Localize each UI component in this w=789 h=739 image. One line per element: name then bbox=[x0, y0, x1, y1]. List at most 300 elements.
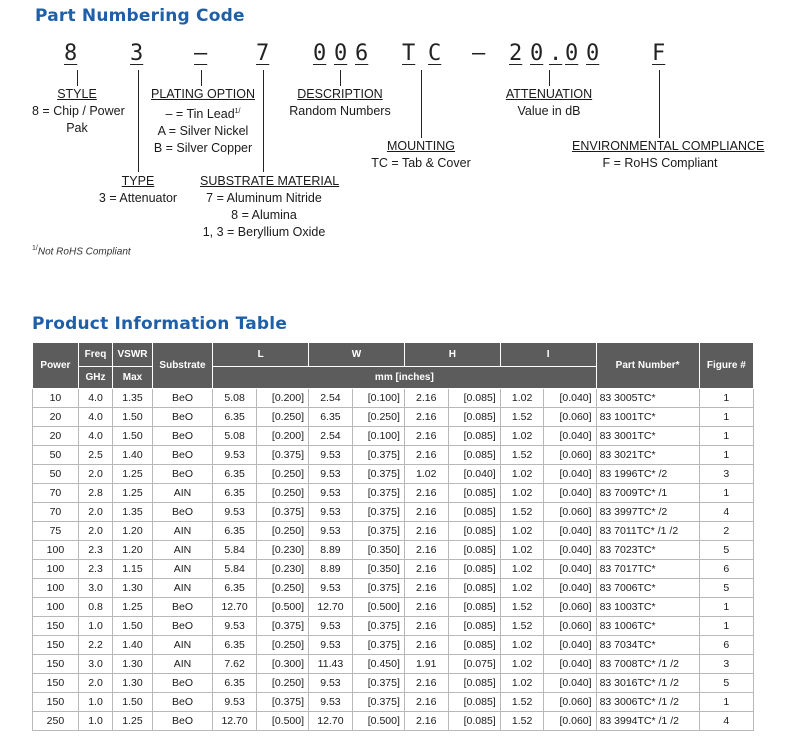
cell-substrate: AIN bbox=[152, 484, 212, 503]
cell-l-inch: [0.375] bbox=[256, 503, 308, 522]
cell-substrate: BeO bbox=[152, 598, 212, 617]
header-figure: Figure # bbox=[699, 343, 753, 389]
cell-l-inch: [0.250] bbox=[256, 522, 308, 541]
cell-i-inch: [0.040] bbox=[544, 389, 596, 408]
cell-l-mm: 6.35 bbox=[213, 579, 257, 598]
connector-attenuation bbox=[549, 70, 550, 86]
cell-figure: 1 bbox=[699, 446, 753, 465]
cell-freq: 4.0 bbox=[78, 427, 112, 446]
cell-w-mm: 9.53 bbox=[309, 693, 353, 712]
cell-w-mm: 9.53 bbox=[309, 446, 353, 465]
cell-i-inch: [0.040] bbox=[544, 541, 596, 560]
table-row bbox=[33, 712, 754, 731]
code-char-separator: – bbox=[472, 41, 486, 66]
cell-i-mm: 1.02 bbox=[500, 389, 544, 408]
cell-figure: 2 bbox=[699, 522, 753, 541]
part-numbering-title: Part Numbering Code bbox=[35, 6, 245, 26]
cell-l-inch: [0.250] bbox=[256, 408, 308, 427]
header-substrate: Substrate bbox=[152, 343, 212, 389]
cell-l-inch: [0.250] bbox=[256, 465, 308, 484]
cell-part-number: 83 7011TC* /1 /2 bbox=[596, 522, 699, 541]
header-units: mm [inches] bbox=[213, 367, 596, 389]
cell-w-mm: 2.54 bbox=[309, 389, 353, 408]
cell-substrate: BeO bbox=[152, 446, 212, 465]
cell-figure: 1 bbox=[699, 693, 753, 712]
cell-power: 150 bbox=[33, 655, 79, 674]
label-style-line-2: Pak bbox=[66, 121, 88, 135]
cell-substrate: AIN bbox=[152, 655, 212, 674]
label-type bbox=[92, 173, 184, 207]
table-row bbox=[33, 674, 754, 693]
cell-part-number: 83 3997TC* /2 bbox=[596, 503, 699, 522]
cell-w-inch: [0.375] bbox=[352, 693, 404, 712]
cell-figure: 1 bbox=[699, 598, 753, 617]
cell-i-inch: [0.040] bbox=[544, 484, 596, 503]
cell-h-inch: [0.085] bbox=[448, 484, 500, 503]
cell-i-mm: 1.02 bbox=[500, 636, 544, 655]
cell-i-mm: 1.52 bbox=[500, 693, 544, 712]
cell-h-mm: 2.16 bbox=[404, 636, 448, 655]
label-substrate bbox=[200, 173, 340, 241]
cell-i-mm: 1.02 bbox=[500, 579, 544, 598]
cell-power: 10 bbox=[33, 389, 79, 408]
header-i: I bbox=[500, 343, 596, 367]
cell-h-mm: 2.16 bbox=[404, 389, 448, 408]
cell-figure: 1 bbox=[699, 484, 753, 503]
label-type-line-1: 3 = Attenuator bbox=[98, 191, 178, 205]
cell-freq: 2.5 bbox=[78, 446, 112, 465]
code-char-attenuation-3: . bbox=[549, 41, 563, 66]
cell-substrate: AIN bbox=[152, 636, 212, 655]
cell-vswr: 1.30 bbox=[113, 674, 153, 693]
code-char-substrate: 7 bbox=[256, 41, 270, 66]
cell-h-inch: [0.085] bbox=[448, 636, 500, 655]
cell-w-mm: 9.53 bbox=[309, 617, 353, 636]
cell-part-number: 83 3994TC* /1 /2 bbox=[596, 712, 699, 731]
cell-w-mm: 9.53 bbox=[309, 484, 353, 503]
cell-h-inch: [0.085] bbox=[448, 598, 500, 617]
cell-h-mm: 2.16 bbox=[404, 617, 448, 636]
label-mounting-line-1: TC = Tab & Cover bbox=[371, 156, 471, 170]
cell-w-inch: [0.375] bbox=[352, 465, 404, 484]
table-body bbox=[33, 389, 754, 731]
cell-part-number: 83 7017TC* bbox=[596, 560, 699, 579]
cell-i-mm: 1.52 bbox=[500, 712, 544, 731]
cell-i-inch: [0.060] bbox=[544, 503, 596, 522]
cell-freq: 2.0 bbox=[78, 503, 112, 522]
cell-w-inch: [0.500] bbox=[352, 712, 404, 731]
table-row bbox=[33, 446, 754, 465]
cell-figure: 4 bbox=[699, 712, 753, 731]
cell-substrate: BeO bbox=[152, 389, 212, 408]
cell-i-mm: 1.02 bbox=[500, 541, 544, 560]
cell-i-inch: [0.060] bbox=[544, 617, 596, 636]
label-description-line-1: Random Numbers bbox=[289, 104, 391, 118]
cell-l-mm: 5.08 bbox=[213, 427, 257, 446]
cell-freq: 1.0 bbox=[78, 617, 112, 636]
cell-figure: 4 bbox=[699, 503, 753, 522]
cell-h-mm: 2.16 bbox=[404, 674, 448, 693]
code-char-attenuation-2: 0 bbox=[530, 41, 544, 66]
cell-substrate: BeO bbox=[152, 617, 212, 636]
cell-h-inch: [0.085] bbox=[448, 503, 500, 522]
cell-l-mm: 5.84 bbox=[213, 541, 257, 560]
label-attenuation bbox=[500, 86, 598, 120]
cell-l-mm: 6.35 bbox=[213, 484, 257, 503]
cell-part-number: 83 3021TC* bbox=[596, 446, 699, 465]
cell-h-mm: 2.16 bbox=[404, 598, 448, 617]
cell-w-inch: [0.100] bbox=[352, 427, 404, 446]
cell-h-inch: [0.085] bbox=[448, 560, 500, 579]
cell-vswr: 1.25 bbox=[113, 484, 153, 503]
connector-substrate bbox=[263, 70, 264, 172]
cell-vswr: 1.30 bbox=[113, 579, 153, 598]
cell-l-inch: [0.375] bbox=[256, 617, 308, 636]
cell-w-inch: [0.375] bbox=[352, 636, 404, 655]
cell-freq: 2.3 bbox=[78, 560, 112, 579]
cell-part-number: 83 3001TC* bbox=[596, 427, 699, 446]
cell-l-inch: [0.200] bbox=[256, 427, 308, 446]
table-row bbox=[33, 408, 754, 427]
cell-figure: 5 bbox=[699, 579, 753, 598]
cell-w-inch: [0.350] bbox=[352, 541, 404, 560]
table-row bbox=[33, 636, 754, 655]
cell-w-inch: [0.500] bbox=[352, 598, 404, 617]
cell-l-mm: 6.35 bbox=[213, 408, 257, 427]
cell-l-inch: [0.230] bbox=[256, 560, 308, 579]
cell-freq: 4.0 bbox=[78, 389, 112, 408]
cell-i-inch: [0.040] bbox=[544, 579, 596, 598]
cell-substrate: BeO bbox=[152, 693, 212, 712]
cell-part-number: 83 3006TC* /1 /2 bbox=[596, 693, 699, 712]
cell-vswr: 1.40 bbox=[113, 636, 153, 655]
cell-l-inch: [0.250] bbox=[256, 579, 308, 598]
cell-substrate: AIN bbox=[152, 541, 212, 560]
product-info-table bbox=[32, 342, 754, 731]
cell-w-inch: [0.375] bbox=[352, 617, 404, 636]
cell-l-mm: 12.70 bbox=[213, 598, 257, 617]
cell-i-inch: [0.040] bbox=[544, 522, 596, 541]
cell-h-inch: [0.085] bbox=[448, 522, 500, 541]
cell-l-mm: 9.53 bbox=[213, 446, 257, 465]
cell-vswr: 1.25 bbox=[113, 712, 153, 731]
cell-w-mm: 9.53 bbox=[309, 522, 353, 541]
cell-h-inch: [0.085] bbox=[448, 389, 500, 408]
cell-power: 20 bbox=[33, 408, 79, 427]
table-row bbox=[33, 579, 754, 598]
cell-figure: 1 bbox=[699, 427, 753, 446]
label-environmental-head: ENVIRONMENTAL COMPLIANCE bbox=[572, 139, 765, 153]
cell-i-mm: 1.02 bbox=[500, 560, 544, 579]
connector-environmental bbox=[659, 70, 660, 138]
cell-i-mm: 1.02 bbox=[500, 484, 544, 503]
cell-freq: 1.0 bbox=[78, 712, 112, 731]
cell-figure: 5 bbox=[699, 674, 753, 693]
cell-i-inch: [0.060] bbox=[544, 712, 596, 731]
label-style-head: STYLE bbox=[57, 87, 97, 101]
cell-part-number: 83 3005TC* bbox=[596, 389, 699, 408]
cell-vswr: 1.25 bbox=[113, 598, 153, 617]
cell-h-inch: [0.085] bbox=[448, 693, 500, 712]
cell-i-inch: [0.040] bbox=[544, 465, 596, 484]
cell-i-inch: [0.040] bbox=[544, 636, 596, 655]
cell-h-inch: [0.085] bbox=[448, 408, 500, 427]
cell-vswr: 1.50 bbox=[113, 693, 153, 712]
label-mounting bbox=[368, 138, 474, 172]
cell-freq: 1.0 bbox=[78, 693, 112, 712]
cell-h-mm: 2.16 bbox=[404, 427, 448, 446]
cell-h-inch: [0.085] bbox=[448, 579, 500, 598]
cell-l-mm: 6.35 bbox=[213, 522, 257, 541]
code-char-mounting-1: T bbox=[402, 41, 416, 66]
cell-i-mm: 1.02 bbox=[500, 674, 544, 693]
label-substrate-line-3: 1, 3 = Beryllium Oxide bbox=[202, 225, 326, 239]
cell-l-mm: 6.35 bbox=[213, 465, 257, 484]
cell-l-inch: [0.250] bbox=[256, 674, 308, 693]
cell-substrate: BeO bbox=[152, 712, 212, 731]
cell-h-mm: 2.16 bbox=[404, 446, 448, 465]
cell-power: 20 bbox=[33, 427, 79, 446]
cell-i-inch: [0.060] bbox=[544, 598, 596, 617]
label-description-head: DESCRIPTION bbox=[297, 87, 383, 101]
cell-vswr: 1.35 bbox=[113, 389, 153, 408]
cell-power: 100 bbox=[33, 560, 79, 579]
cell-l-mm: 12.70 bbox=[213, 712, 257, 731]
cell-freq: 2.0 bbox=[78, 465, 112, 484]
cell-i-mm: 1.02 bbox=[500, 427, 544, 446]
table-row bbox=[33, 484, 754, 503]
cell-freq: 2.0 bbox=[78, 674, 112, 693]
table-row bbox=[33, 560, 754, 579]
cell-w-inch: [0.375] bbox=[352, 522, 404, 541]
cell-part-number: 83 1003TC* bbox=[596, 598, 699, 617]
cell-i-inch: [0.040] bbox=[544, 674, 596, 693]
cell-h-mm: 2.16 bbox=[404, 484, 448, 503]
label-plating-line-2: A = Silver Nickel bbox=[157, 124, 249, 139]
label-plating-head: PLATING OPTION bbox=[151, 87, 255, 101]
cell-vswr: 1.15 bbox=[113, 560, 153, 579]
header-vswr-sub: Max bbox=[113, 367, 153, 389]
table-row bbox=[33, 655, 754, 674]
code-char-description-1: 0 bbox=[313, 41, 327, 66]
connector-plating bbox=[201, 70, 202, 86]
cell-l-mm: 7.62 bbox=[213, 655, 257, 674]
cell-freq: 2.3 bbox=[78, 541, 112, 560]
cell-l-mm: 9.53 bbox=[213, 693, 257, 712]
table-row bbox=[33, 503, 754, 522]
cell-l-inch: [0.500] bbox=[256, 712, 308, 731]
code-char-description-3: 6 bbox=[355, 41, 369, 66]
cell-w-inch: [0.450] bbox=[352, 655, 404, 674]
cell-figure: 5 bbox=[699, 541, 753, 560]
cell-l-mm: 9.53 bbox=[213, 503, 257, 522]
cell-l-mm: 5.08 bbox=[213, 389, 257, 408]
cell-i-inch: [0.060] bbox=[544, 408, 596, 427]
cell-vswr: 1.20 bbox=[113, 541, 153, 560]
cell-h-inch: [0.085] bbox=[448, 541, 500, 560]
cell-part-number: 83 7006TC* bbox=[596, 579, 699, 598]
cell-h-inch: [0.085] bbox=[448, 446, 500, 465]
cell-l-mm: 9.53 bbox=[213, 617, 257, 636]
cell-l-mm: 6.35 bbox=[213, 636, 257, 655]
product-table-title: Product Information Table bbox=[32, 314, 288, 334]
code-char-attenuation-1: 2 bbox=[509, 41, 523, 66]
cell-l-mm: 5.84 bbox=[213, 560, 257, 579]
label-attenuation-line-1: Value in dB bbox=[517, 104, 581, 118]
cell-power: 70 bbox=[33, 503, 79, 522]
cell-power: 50 bbox=[33, 465, 79, 484]
cell-power: 150 bbox=[33, 693, 79, 712]
table-row bbox=[33, 427, 754, 446]
cell-i-mm: 1.52 bbox=[500, 617, 544, 636]
cell-w-mm: 9.53 bbox=[309, 636, 353, 655]
table-row bbox=[33, 541, 754, 560]
table-row bbox=[33, 693, 754, 712]
cell-i-mm: 1.02 bbox=[500, 655, 544, 674]
cell-freq: 2.2 bbox=[78, 636, 112, 655]
cell-substrate: BeO bbox=[152, 465, 212, 484]
cell-substrate: AIN bbox=[152, 560, 212, 579]
code-char-mounting-2: C bbox=[428, 41, 442, 66]
cell-i-mm: 1.52 bbox=[500, 598, 544, 617]
cell-substrate: AIN bbox=[152, 579, 212, 598]
cell-h-inch: [0.085] bbox=[448, 712, 500, 731]
cell-h-mm: 2.16 bbox=[404, 693, 448, 712]
cell-h-mm: 2.16 bbox=[404, 712, 448, 731]
cell-h-inch: [0.075] bbox=[448, 655, 500, 674]
code-char-attenuation-5: 0 bbox=[586, 41, 600, 66]
cell-h-inch: [0.085] bbox=[448, 427, 500, 446]
cell-substrate: BeO bbox=[152, 674, 212, 693]
cell-power: 100 bbox=[33, 598, 79, 617]
connector-mounting bbox=[421, 70, 422, 138]
cell-w-inch: [0.375] bbox=[352, 484, 404, 503]
cell-power: 100 bbox=[33, 579, 79, 598]
cell-h-inch: [0.085] bbox=[448, 674, 500, 693]
code-char-type: 3 bbox=[130, 41, 144, 66]
cell-w-inch: [0.375] bbox=[352, 579, 404, 598]
cell-vswr: 1.50 bbox=[113, 617, 153, 636]
code-char-description-2: 0 bbox=[334, 41, 348, 66]
cell-power: 250 bbox=[33, 712, 79, 731]
cell-part-number: 83 7034TC* bbox=[596, 636, 699, 655]
label-style-line-1: 8 = Chip / Power bbox=[32, 104, 125, 118]
label-substrate-line-1: 7 = Aluminum Nitride bbox=[206, 191, 322, 205]
cell-vswr: 1.50 bbox=[113, 427, 153, 446]
cell-power: 70 bbox=[33, 484, 79, 503]
code-char-plating: – bbox=[194, 41, 208, 66]
label-substrate-line-2: 8 = Alumina bbox=[231, 208, 297, 222]
cell-w-inch: [0.375] bbox=[352, 503, 404, 522]
cell-w-mm: 9.53 bbox=[309, 465, 353, 484]
label-style bbox=[32, 86, 125, 137]
cell-l-inch: [0.230] bbox=[256, 541, 308, 560]
cell-w-inch: [0.250] bbox=[352, 408, 404, 427]
cell-power: 150 bbox=[33, 674, 79, 693]
header-w: W bbox=[309, 343, 405, 367]
cell-l-inch: [0.300] bbox=[256, 655, 308, 674]
cell-freq: 2.0 bbox=[78, 522, 112, 541]
cell-part-number: 83 7008TC* /1 /2 bbox=[596, 655, 699, 674]
cell-freq: 3.0 bbox=[78, 655, 112, 674]
cell-w-mm: 12.70 bbox=[309, 712, 353, 731]
header-vswr: VSWR bbox=[113, 343, 153, 367]
label-plating-line-3: B = Silver Copper bbox=[153, 141, 253, 156]
cell-i-inch: [0.040] bbox=[544, 560, 596, 579]
code-char-environmental: F bbox=[652, 41, 666, 66]
label-environmental bbox=[572, 138, 765, 172]
connector-type bbox=[138, 70, 139, 172]
cell-power: 50 bbox=[33, 446, 79, 465]
table-row bbox=[33, 465, 754, 484]
cell-freq: 3.0 bbox=[78, 579, 112, 598]
cell-w-mm: 8.89 bbox=[309, 560, 353, 579]
cell-figure: 6 bbox=[699, 560, 753, 579]
cell-vswr: 1.30 bbox=[113, 655, 153, 674]
cell-w-mm: 6.35 bbox=[309, 408, 353, 427]
label-description bbox=[285, 86, 395, 120]
cell-l-inch: [0.200] bbox=[256, 389, 308, 408]
cell-w-mm: 9.53 bbox=[309, 674, 353, 693]
connector-description bbox=[340, 70, 341, 86]
cell-h-mm: 2.16 bbox=[404, 503, 448, 522]
cell-figure: 1 bbox=[699, 408, 753, 427]
cell-l-inch: [0.250] bbox=[256, 636, 308, 655]
cell-l-inch: [0.375] bbox=[256, 446, 308, 465]
footnote: $^{1/}$Not RoHS Compliant bbox=[32, 245, 131, 258]
cell-substrate: AIN bbox=[152, 522, 212, 541]
cell-w-mm: 9.53 bbox=[309, 579, 353, 598]
connector-style bbox=[77, 70, 78, 86]
header-power: Power bbox=[33, 343, 79, 389]
label-environmental-line-1: F = RoHS Compliant bbox=[602, 156, 718, 170]
code-char-style: 8 bbox=[64, 41, 78, 66]
cell-h-mm: 2.16 bbox=[404, 522, 448, 541]
header-part-number: Part Number* bbox=[596, 343, 699, 389]
label-mounting-head: MOUNTING bbox=[386, 139, 456, 153]
cell-freq: 0.8 bbox=[78, 598, 112, 617]
cell-w-inch: [0.350] bbox=[352, 560, 404, 579]
cell-w-inch: [0.375] bbox=[352, 674, 404, 693]
cell-figure: 1 bbox=[699, 617, 753, 636]
cell-h-mm: 1.91 bbox=[404, 655, 448, 674]
cell-i-mm: 1.02 bbox=[500, 465, 544, 484]
cell-w-mm: 12.70 bbox=[309, 598, 353, 617]
cell-freq: 2.8 bbox=[78, 484, 112, 503]
cell-h-mm: 2.16 bbox=[404, 541, 448, 560]
cell-part-number: 83 3016TC* /1 /2 bbox=[596, 674, 699, 693]
cell-part-number: 83 1006TC* bbox=[596, 617, 699, 636]
label-substrate-head: SUBSTRATE MATERIAL bbox=[200, 174, 340, 188]
table-row bbox=[33, 598, 754, 617]
label-type-head: TYPE bbox=[121, 174, 155, 188]
cell-substrate: BeO bbox=[152, 427, 212, 446]
cell-i-mm: 1.02 bbox=[500, 522, 544, 541]
cell-w-inch: [0.375] bbox=[352, 446, 404, 465]
cell-vswr: 1.40 bbox=[113, 446, 153, 465]
cell-power: 150 bbox=[33, 617, 79, 636]
cell-freq: 4.0 bbox=[78, 408, 112, 427]
cell-w-mm: 11.43 bbox=[309, 655, 353, 674]
cell-w-mm: 8.89 bbox=[309, 541, 353, 560]
label-plating bbox=[148, 86, 258, 157]
cell-vswr: 1.25 bbox=[113, 465, 153, 484]
cell-i-mm: 1.52 bbox=[500, 408, 544, 427]
table-row bbox=[33, 522, 754, 541]
header-freq-unit: GHz bbox=[78, 367, 112, 389]
cell-i-mm: 1.52 bbox=[500, 446, 544, 465]
cell-i-inch: [0.060] bbox=[544, 693, 596, 712]
